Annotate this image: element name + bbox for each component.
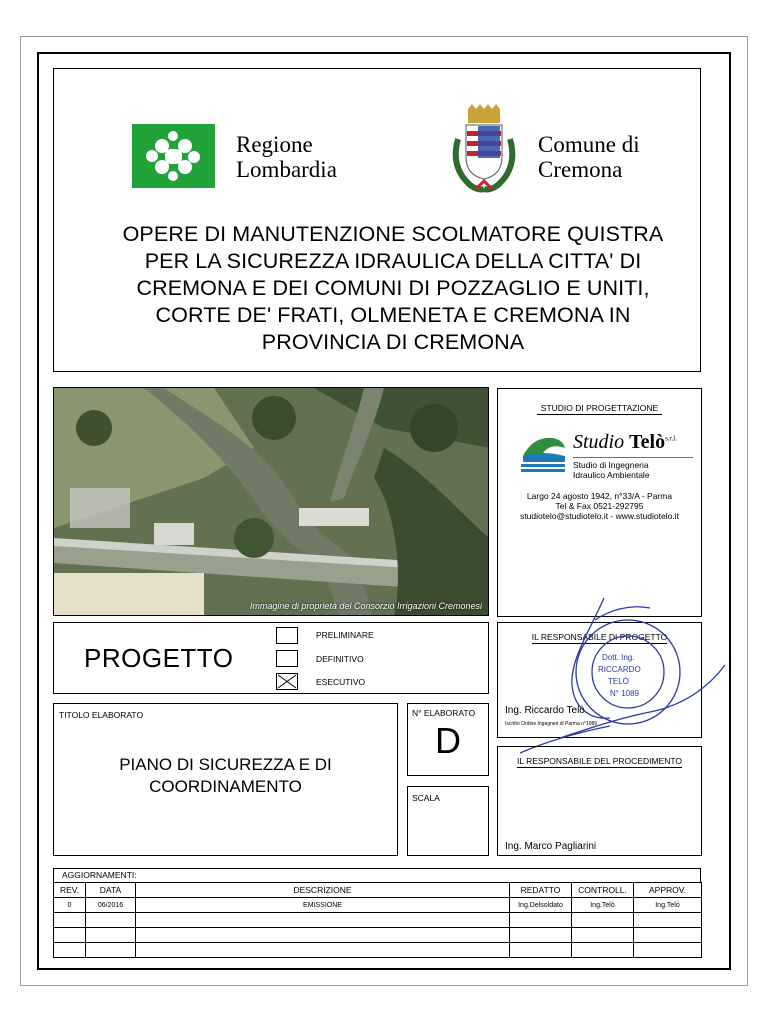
- cell: [136, 913, 510, 928]
- cell: Ing.Telò: [634, 898, 702, 913]
- aerial-photo: [53, 387, 489, 616]
- revisions-table: [53, 882, 702, 958]
- responsabile-progetto-note: Iscritto Ordine Ingegneri di Parma n°1089: [505, 721, 598, 727]
- scala-label: SCALA: [412, 793, 440, 803]
- table-row: [54, 928, 702, 943]
- responsabile-procedimento-heading: IL RESPONSABILE DEL PROCEDIMENTO: [516, 756, 682, 766]
- cell: 06/2016: [86, 898, 136, 913]
- col-approv: APPROV.: [634, 883, 702, 898]
- table-row: [54, 913, 702, 928]
- photo-caption: Immagine di proprietà del Consorzio Irrigazioni Cremonesi: [249, 601, 482, 611]
- table-row: [54, 898, 702, 913]
- checkbox-esecutivo: [276, 673, 298, 690]
- engineer-stamp-signature: [500, 590, 730, 765]
- cell: EMISSIONE: [136, 898, 510, 913]
- project-title: OPERE DI MANUTENZIONE SCOLMATORE QUISTRA PER LA SICUREZZA IDRAULICA DELLA CITTA' DI CREMONA E DEI COMUNI DI POZZAGLIO E UNITI, CORTE DE' FRATI, OLMENETA E CREMONA IN PROVINCIA DI CREMONA: [122, 222, 664, 354]
- progetto-box: [53, 622, 489, 694]
- cell: [54, 913, 86, 928]
- cell: Ing.Delsoldato: [510, 898, 572, 913]
- svg-text:TELÒ: TELÒ: [608, 677, 629, 686]
- col-redatto: REDATTO: [510, 883, 572, 898]
- cell: [86, 913, 136, 928]
- studio-logo: [519, 432, 567, 474]
- responsabile-progetto-name: Ing. Riccardo Telò: [505, 705, 585, 716]
- label-esecutivo: ESECUTIVO: [316, 677, 366, 687]
- cell: [634, 913, 702, 928]
- numero-elaborato-box: [407, 703, 489, 776]
- coat-of-arms-icon: [444, 103, 524, 197]
- cremona-coat-of-arms: [444, 103, 524, 197]
- titolo-label: TITOLO ELABORATO: [59, 710, 144, 720]
- municipality-name: Comune di Cremona: [538, 132, 640, 182]
- cell: 0: [54, 898, 86, 913]
- cell: [510, 943, 572, 958]
- progetto-title: PROGETTO: [84, 643, 234, 673]
- studio-box: [497, 388, 702, 617]
- studio-heading: STUDIO DI PROGETTAZIONE: [498, 403, 701, 413]
- cell: [86, 928, 136, 943]
- label-preliminare: PRELIMINARE: [316, 630, 374, 640]
- cell: Ing.Telò: [572, 898, 634, 913]
- responsabile-progetto-heading: IL RESPONSABILE DI PROGETTO: [531, 632, 668, 642]
- cell: [54, 943, 86, 958]
- col-controll: CONTROLL.: [572, 883, 634, 898]
- table-row: [54, 943, 702, 958]
- cell: [572, 943, 634, 958]
- cell: [510, 928, 572, 943]
- header-box: [53, 68, 701, 372]
- numero-label: N° ELABORATO: [412, 708, 476, 718]
- region-name: Regione Lombardia: [236, 132, 337, 182]
- checkbox-definitivo: [276, 650, 298, 667]
- cell: [510, 913, 572, 928]
- check-x-icon: [277, 674, 297, 689]
- svg-text:N° 1089: N° 1089: [610, 689, 639, 698]
- revisions-header-row: [54, 883, 702, 898]
- col-descrizione: DESCRIZIONE: [136, 883, 510, 898]
- cell: [136, 943, 510, 958]
- cell: [634, 943, 702, 958]
- aggiornamenti-label: AGGIORNAMENTI:: [53, 868, 701, 882]
- stamp-center-text: Dott. Ing.: [602, 653, 635, 662]
- responsabile-procedimento-box: [497, 746, 702, 856]
- svg-text:RICCARDO: RICCARDO: [598, 665, 641, 674]
- titolo-elaborato-box: [53, 703, 398, 856]
- studio-name: Studio Telò$^{s.r.l.}$: [573, 431, 677, 453]
- cell: [86, 943, 136, 958]
- scala-box: [407, 786, 489, 856]
- titolo-value: PIANO DI SICUREZZA E DI COORDINAMENTO: [119, 755, 332, 796]
- cell: [136, 928, 510, 943]
- col-data: DATA: [86, 883, 136, 898]
- responsabile-procedimento-name: Ing. Marco Pagliarini: [505, 841, 597, 852]
- cell: [572, 913, 634, 928]
- cell: [634, 928, 702, 943]
- numero-value: D: [435, 720, 461, 761]
- cell: [572, 928, 634, 943]
- col-rev: REV.: [54, 883, 86, 898]
- studio-subtitle: Studio di Ingegneria Idraulico Ambientale: [573, 457, 693, 480]
- lombardia-logo: [132, 124, 215, 188]
- studio-address: Largo 24 agosto 1942, n°33/A - Parma Tel & Fax 0521-292795 studiotelo@studiotelo.it - www.studiotelo.it: [520, 491, 679, 521]
- studio-wave-icon: [519, 432, 567, 474]
- aerial-photo-image: [54, 388, 489, 616]
- checkbox-preliminare: [276, 627, 298, 644]
- rosa-camuna-icon: [132, 124, 215, 188]
- label-definitivo: DEFINITIVO: [316, 654, 364, 664]
- cell: [54, 928, 86, 943]
